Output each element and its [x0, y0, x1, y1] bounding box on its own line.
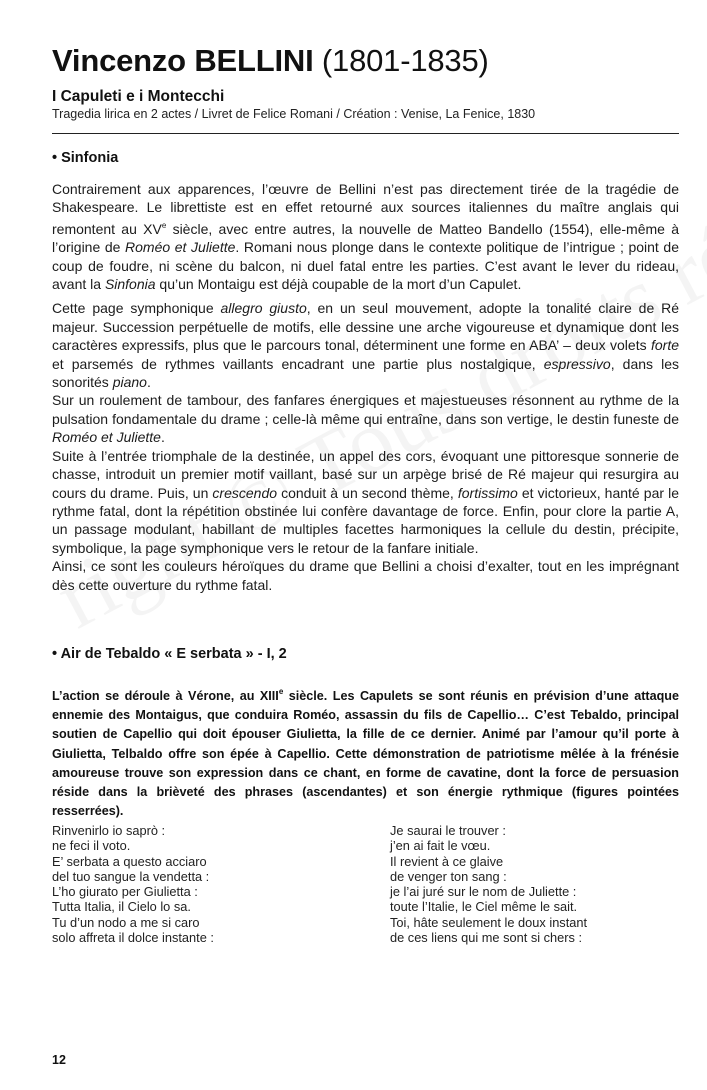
verse-line: Je saurai le trouver :: [390, 823, 506, 838]
sinfonia-paragraph-3: Sur un roulement de tambour, des fanfares énergiques et majestueuses résonnent au rythme de la pulsation fondamentale du drame ; celle-là même qui entraîne, dans son vertige, le destin funeste de Roméo et Juliette.: [52, 392, 679, 446]
section-heading-sinfonia: • Sinfonia: [52, 150, 119, 166]
work-subtitle: Tragedia lirica en 2 actes / Livret de Felice Romani / Création : Venise, La Fenice, 1830: [52, 107, 536, 121]
verse-line: Toi, hâte seulement le doux instant: [390, 914, 588, 930]
verse-line: de ces liens qui me sont si chers :: [390, 930, 583, 946]
verse-line: L’ho giurato per Giulietta :: [52, 884, 198, 900]
verse-line: toute l’Italie, le Ciel même le sait.: [390, 899, 578, 915]
verse-line: Tutta Italia, il Cielo lo sa.: [52, 899, 191, 915]
header-divider: [52, 133, 679, 134]
page-number: 12: [52, 1053, 66, 1067]
composer-dates: (1801-1835): [321, 43, 489, 78]
sinfonia-paragraph-1: Contrairement aux apparences, l’œuvre de Bellini n’est pas directement tirée de la tragédie de Shakespeare. Le librettiste est en effet retourné aux sources italiennes du maître anglais qui remontent au XVe siècle, avec entre autres, la nouvelle de Matteo Bandello (1554), elle-même à l’origine de Roméo et Juliette. Romani nous plonge dans le contexte politique de l’intrigue ; point de coup de foudre, ni scène du balcon, ni duel fatal entre les parties. C’est avant le lever du rideau, avant la Sinfonia qu’un Montaigu est déjà coupable de la mort d’un Capulet.: [52, 181, 680, 293]
verse-line: de venger ton sang :: [390, 868, 507, 884]
verse-line: Tu d’un nodo a me si caro: [52, 914, 200, 930]
composer-heading: [52, 42, 489, 80]
verse-line: E’ serbata a questo acciaro: [52, 853, 207, 869]
verse-line: Il revient à ce glaive: [390, 853, 504, 869]
sinfonia-paragraph-4: Suite à l’entrée triomphale de la destinée, un appel des cors, évoquant une pittoresque sonnerie de chasse, introduit un premier motif vaillant, basé sur un arpège brisé de Ré majeur qui resurgira au cours du drame. Puis, un crescendo conduit à un second thème, fortissimo et victorieux, hanté par le rythme fatal, dont la répétition obstinée lui confère davantage de force. Enfin, pour clore la partie A, un passage modulant, habillant de multiples facettes harmoniques la cellule du destin, précipite, symbolique, la page symphonique vers le retour de la fanfare initiale.: [52, 447, 679, 556]
verses-italian: [52, 823, 214, 945]
verse-line: del tuo sangue la vendetta :: [52, 868, 210, 884]
section-heading-air: • Air de Tebaldo « E serbata » - I, 2: [52, 646, 287, 662]
composer-name: Vincenzo BELLINI: [52, 43, 314, 78]
sinfonia-paragraph-2: Cette page symphonique allegro giusto, en un seul mouvement, adopte la tonalité claire de Ré majeur. Succession perpétuelle de motifs, elle dessine une arche vigoureuse et dynamique dont les caractères expressifs, plus que le parcours tonal, déterminent une forme en ABA’ – deux volets forte et parsemés de rythmes vaillants encadrant une partie plus nostalgique, espressivo, dans les sonorités piano.: [52, 300, 679, 391]
sinfonia-paragraph-5: Ainsi, ce sont les couleurs héroïques du drame que Bellini a choisi d’exalter, tout en les imprégnant dès cette ouverture du rythme fatal.: [52, 558, 679, 593]
work-title: I Capuleti e i Montecchi: [52, 88, 225, 105]
verse-line: je l’ai juré sur le nom de Juliette :: [390, 884, 577, 900]
air-summary: L’action se déroule à Vérone, au XIIIe siècle. Les Capulets se sont réunis en prévision d’une attaque ennemie des Montaigus, que conduira Roméo, assassin du fils de Capellio… C’est Tebaldo, principal soutien de Capellio qui doit épouser Giulietta, la fille de ce dernier. Animé par l’amour qu’il porte à Giulietta, Telbaldo offre son épée à Capellio. Cette démonstration de patriotisme mêlée à la frénésie amoureuse trouve son expression dans ce chant, en forme de cavatine, dont la force de persuasion réside dans la brièveté des phrases (ascendantes) et son énergie rythmique (figures pointées resserrées).: [52, 687, 679, 819]
sinfonia-body: [52, 180, 679, 594]
verse-line: ne feci il voto.: [52, 838, 131, 854]
verses-french: [390, 823, 587, 945]
verse-line: j’en ai fait le vœu.: [390, 838, 491, 854]
verse-line: solo affreta il dolce instante :: [52, 930, 214, 946]
verse-line: Rinvenirlo io saprò :: [52, 823, 166, 838]
